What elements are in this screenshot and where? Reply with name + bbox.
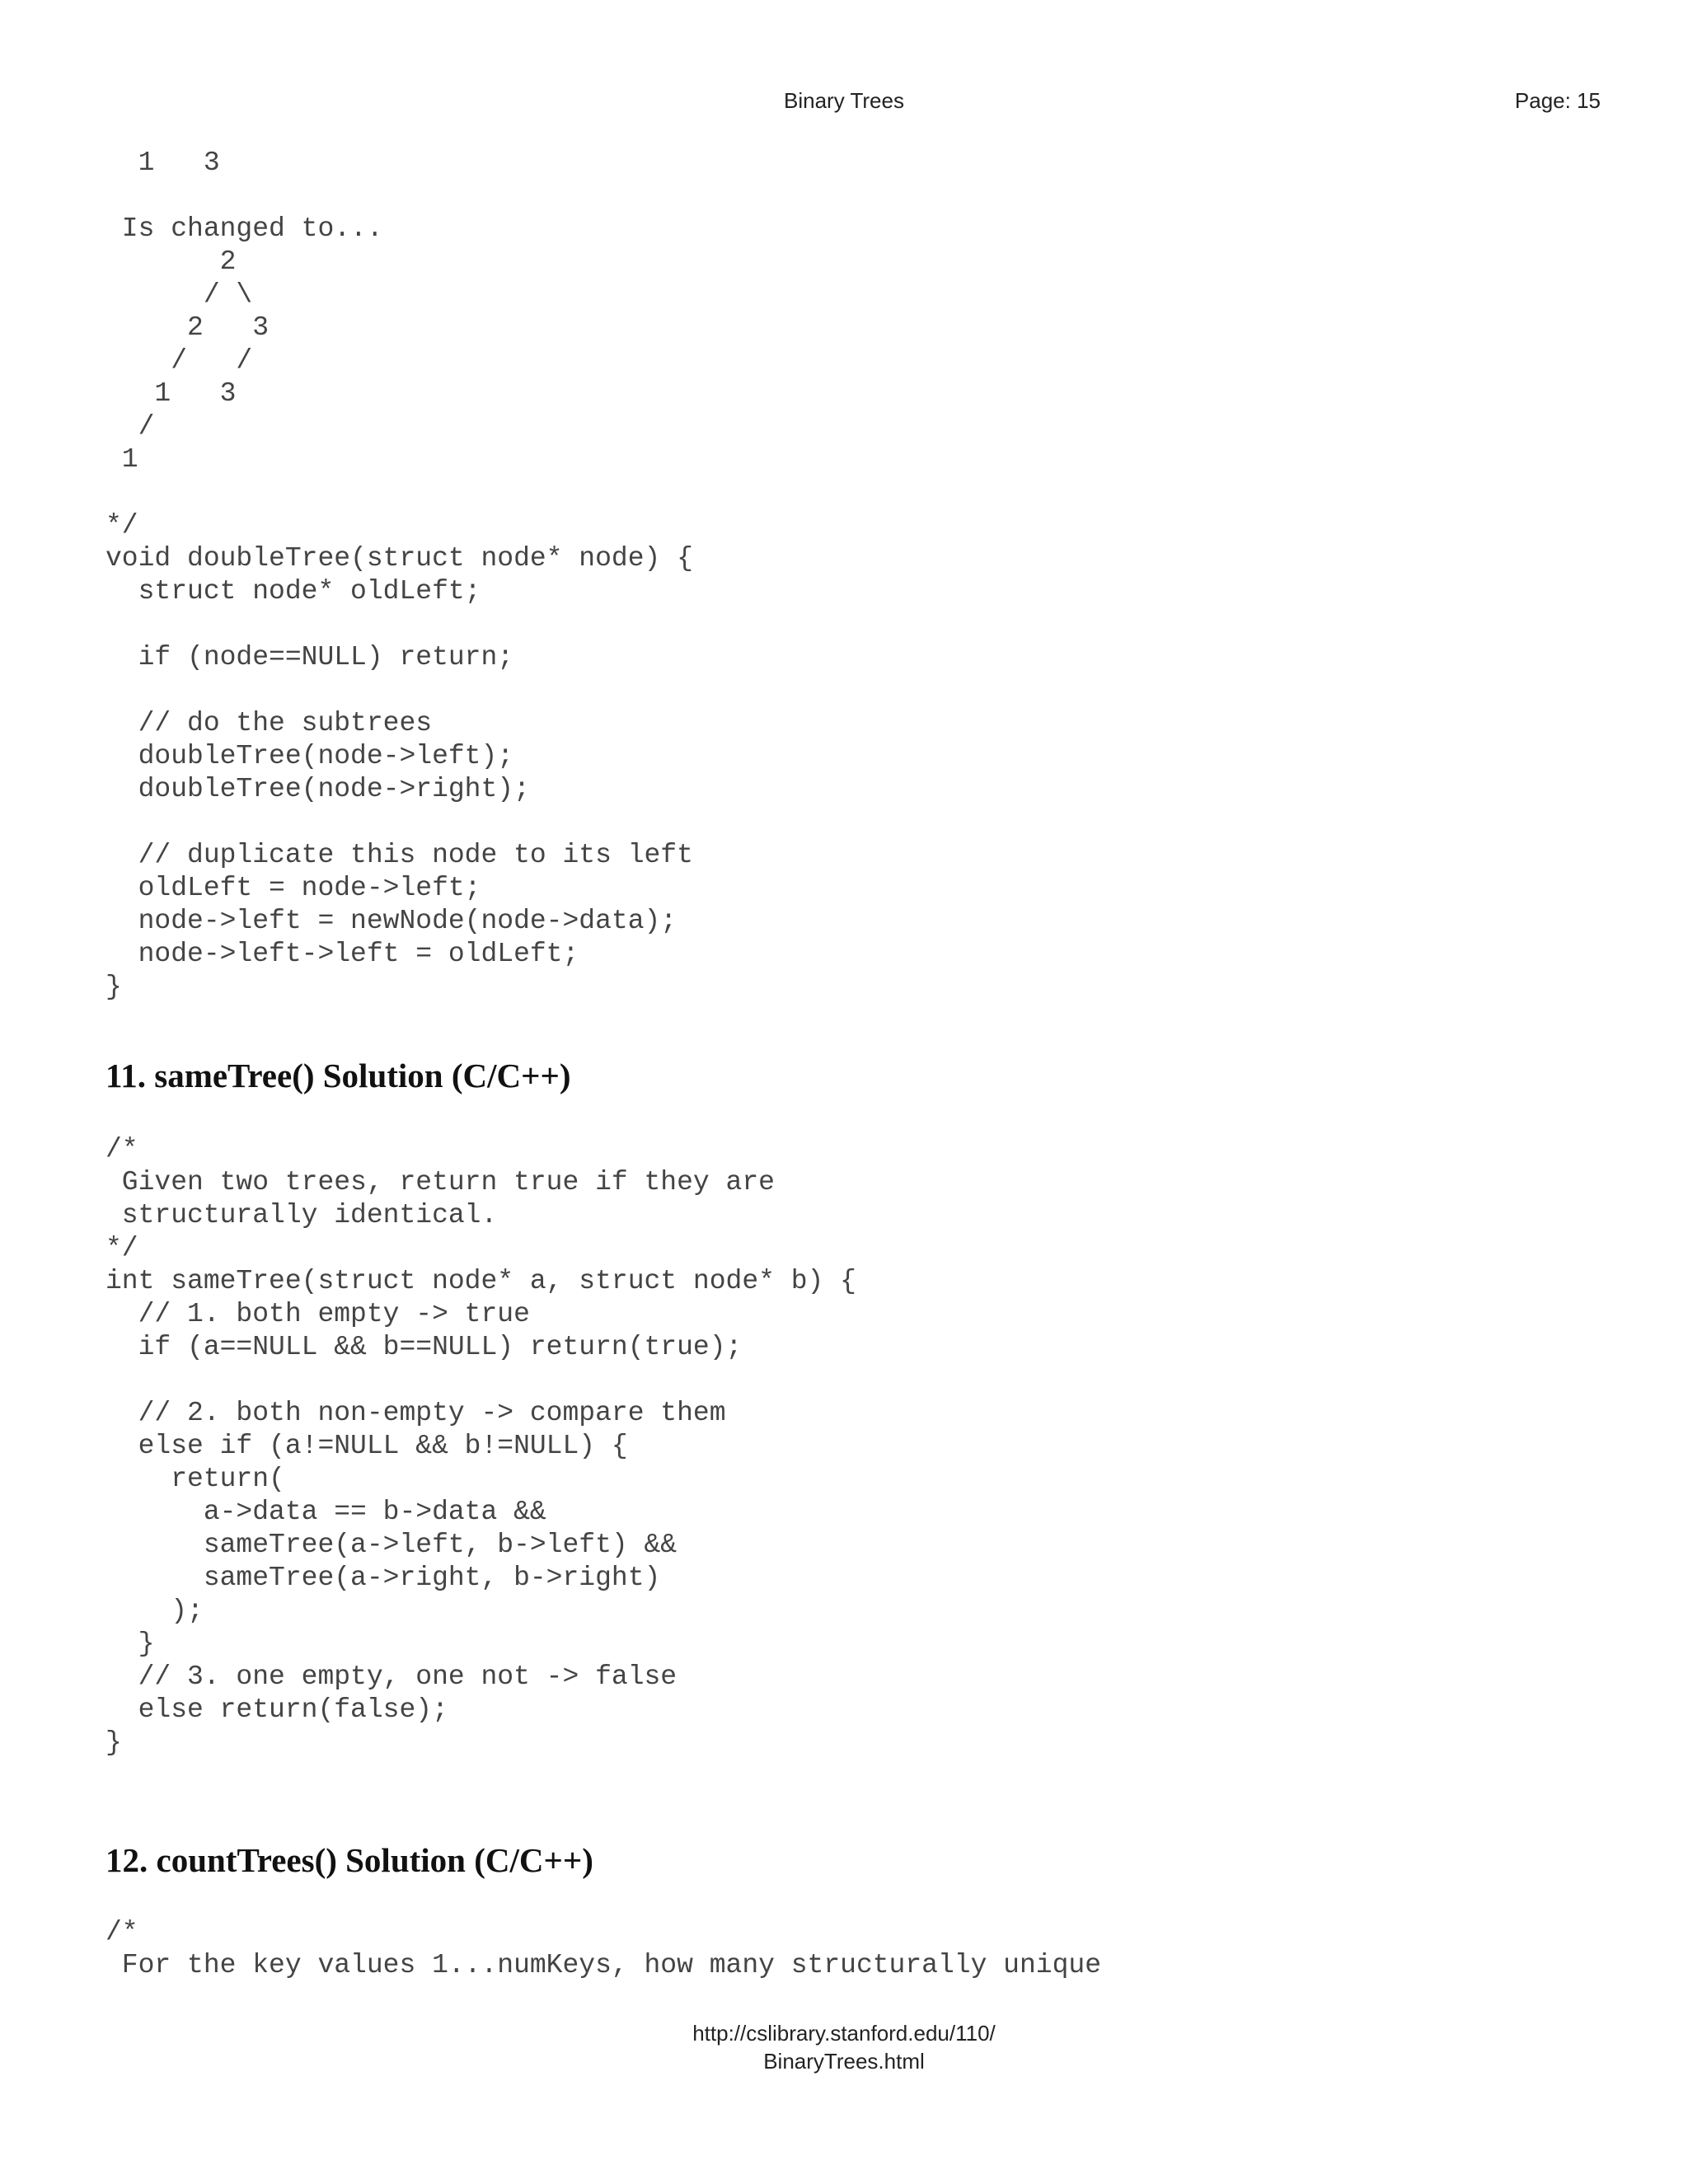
code-line: */ [106,510,138,541]
code-line: Is changed to... [106,213,383,244]
code-line: node->left = newNode(node->data); [106,906,678,936]
code-line: For the key values 1...numKeys, how many structurally unique [106,1950,1101,1980]
code-line [106,608,693,641]
header-page-number: Page: 15 [1514,88,1601,113]
code-line: else return(false); [106,1694,448,1725]
code-line: /* [106,1134,138,1165]
footer-url-line-2[interactable]: BinaryTrees.html [763,2049,925,2074]
code-line: // 1. both empty -> true [106,1299,530,1329]
code-block-doubletree [106,147,693,1004]
code-line [106,180,693,213]
section-heading-counttrees: 12. countTrees() Solution (C/C++) [106,1841,593,1879]
code-line: ); [106,1596,204,1626]
header-title: Binary Trees [784,88,904,113]
code-line: else if (a!=NULL && b!=NULL) { [106,1431,628,1461]
code-line: doubleTree(node->right); [106,774,530,804]
code-line: } [106,972,122,1002]
code-line: 1 3 [106,148,220,178]
code-line: 2 3 [106,312,270,343]
code-line: / [106,411,155,442]
code-line: } [106,1727,122,1758]
code-line [106,674,693,707]
section-heading-sametree: 11. sameTree() Solution (C/C++) [106,1057,571,1094]
code-line: int sameTree(struct node* a, struct node* b) { [106,1266,856,1296]
code-line: Given two trees, return true if they are [106,1167,775,1197]
code-line: if (a==NULL && b==NULL) return(true); [106,1332,743,1362]
code-line: node->left->left = oldLeft; [106,939,579,969]
code-block-sametree [106,1133,856,1760]
code-line: 1 3 [106,378,237,409]
code-line: 2 [106,246,237,277]
code-line: // duplicate this node to its left [106,840,693,870]
code-line: if (node==NULL) return; [106,642,514,673]
code-line: */ [106,1233,138,1263]
code-line: /* [106,1917,138,1947]
code-line: // 2. both non-empty -> compare them [106,1398,726,1428]
code-line: sameTree(a->left, b->left) && [106,1530,678,1560]
code-line: } [106,1629,155,1659]
code-line: sameTree(a->right, b->right) [106,1563,661,1593]
code-line: / / [106,345,253,376]
code-line: // do the subtrees [106,708,433,738]
code-line: a->data == b->data && [106,1497,546,1527]
code-line: oldLeft = node->left; [106,873,481,903]
code-line: structurally identical. [106,1200,498,1230]
code-line [106,476,693,509]
code-line: struct node* oldLeft; [106,576,481,607]
code-line: return( [106,1464,285,1494]
footer-url[interactable] [0,2019,1688,2075]
code-line: 1 [106,444,138,475]
code-line: / \ [106,279,253,310]
footer-url-line-1[interactable]: http://cslibrary.stanford.edu/110/ [692,2021,996,2046]
code-block-counttrees [106,1916,1101,1982]
code-line: void doubleTree(struct node* node) { [106,543,693,574]
code-line: doubleTree(node->left); [106,741,514,771]
code-line: // 3. one empty, one not -> false [106,1661,678,1692]
code-line [106,1364,856,1397]
code-line [106,806,693,839]
